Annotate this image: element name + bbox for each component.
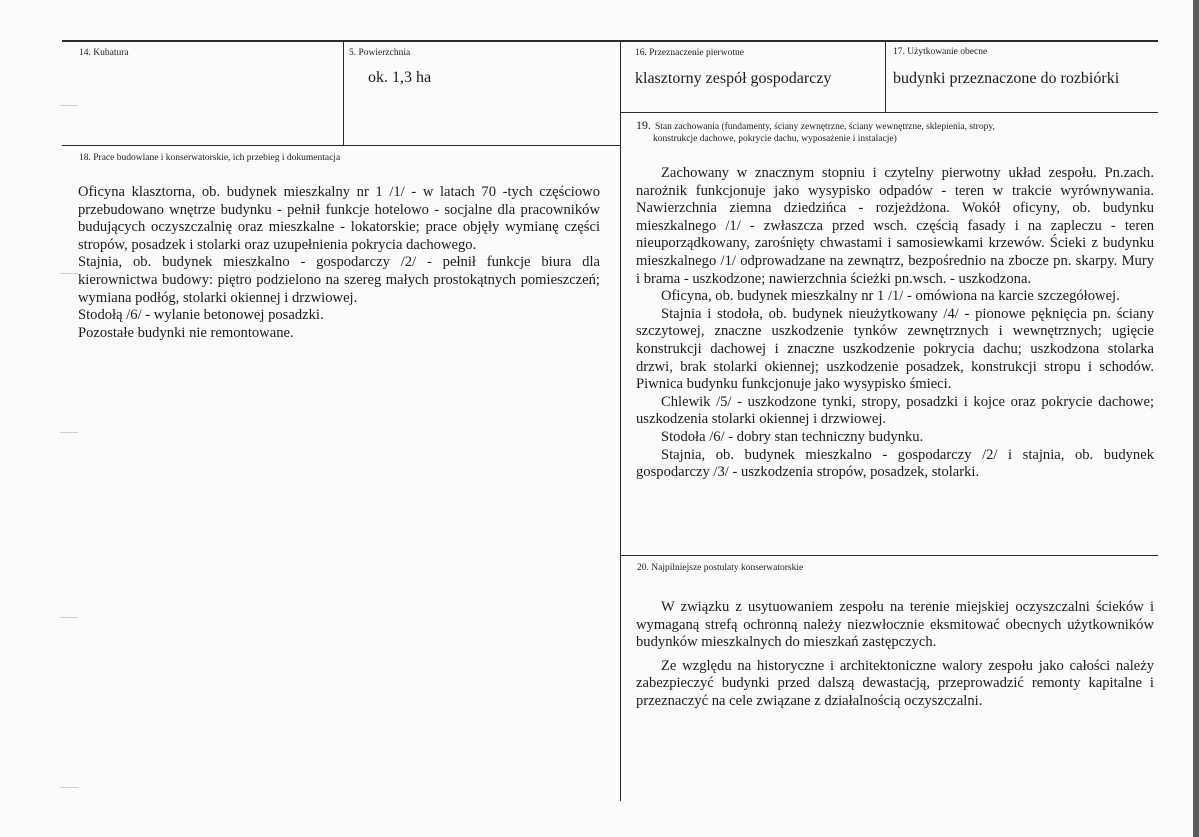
right-header-bottom-border — [620, 112, 1158, 113]
prace-paragraph-2: Stajnia, ob. budynek mieszkalno - gospodarczy /2/ - pełnił funkcje biura dla kierownictwa budowy: piętro podzielono na szereg małych prostokątnych pomieszczeń; wymiana podłóg, stolarki okiennej i drzwiowej. — [78, 254, 600, 306]
powierzchnia-value: ok. 1,3 ha — [368, 69, 432, 86]
uzytkowanie-left-border — [885, 41, 886, 113]
stan-label — [636, 116, 1136, 145]
scan-mark — [60, 105, 78, 106]
postulaty-label: 20. Najpilniejsze postulaty konserwatorskie — [637, 563, 804, 573]
prace-paragraph-4: Pozostałe budynki nie remontowane. — [78, 324, 294, 341]
powierzchnia-label: 5. Powierzchnia — [349, 48, 411, 58]
postulaty-paragraph-2: Ze względu na historyczne i architektoniczne walory zespołu jako całości należy zabezpieczyć budynki przed dalszą dewastacją, przeprowadzić remonty kapitalne i przeznaczyć na cele związane z działalnością oczyszczalni. — [636, 657, 1154, 709]
uzytkowanie-label: 17. Użytkowanie obecne — [893, 47, 988, 57]
postulaty-text — [636, 599, 1154, 711]
scan-mark — [60, 617, 78, 618]
uzytkowanie-value: budynki przeznaczone do rozbiórki — [893, 70, 1120, 87]
kubatura-right-border — [343, 41, 344, 145]
stan-paragraph-5: Stodoła /6/ - dobry stan techniczny budynku. — [661, 428, 924, 445]
prace-text — [78, 184, 600, 342]
przeznaczenie-value: klasztorny zespół gospodarczy — [635, 70, 832, 87]
scan-mark — [60, 787, 78, 788]
stan-paragraph-4: Chlewik /5/ - uszkodzone tynki, stropy, posadzki i kojce oraz pokrycie dachowe; uszkodzenia stolarki okiennej i drzwiowej. — [636, 393, 1154, 428]
stan-paragraph-1: Zachowany w znacznym stopniu i czytelny pierwotny układ zespołu. Pn.zach. narożnik funkcjonuje jako wysypisko odpadów - teren w trakcie wyrównywania. Nawierzchnia ziemna dziedzińca - rozjeżdżona. Wokół oficyny, ob. budynku mieszkalnego /1/ - zwłaszcza przed wsch. częścią fasady i na zapleczu - teren nieuporządkowany, zarośnięty chwastami i samosiewkami krzewów. Ścieki z budynku mieszkalnego /1/ odprowadzane na zewnątrz, bezpośrednio na zbocze pn. skarpy. Mury i brama - uszkodzone; nawierzchnia ścieżki pn.wsch. - uszkodzona. — [636, 165, 1154, 287]
top-border — [62, 40, 1158, 42]
stan-paragraph-2: Oficyna, ob. budynek mieszkalny nr 1 /1/ - omówiona na karcie szczegółowej. — [661, 288, 1120, 305]
stan-label-line2: konstrukcje dachowe, pokrycie dachu, wyposażenie i instalacje) — [653, 134, 897, 144]
stan-label-number: 19. — [636, 118, 651, 132]
prace-paragraph-1: Oficyna klasztorna, ob. budynek mieszkalny nr 1 /1/ - w latach 70 -tych częściowo przebudowano wnętrze budynku - pełnił funkcje hotelowo - socjalne dla pracowników budujących oczyszczalnię oraz mieszkalne - lokatorskie; prace objęły wymianę części stropów, posadzek i stolarki oraz uzupełnienia pokrycia dachowego. — [78, 184, 600, 253]
scan-mark — [60, 273, 78, 274]
stan-label-line1: Stan zachowania (fundamenty, ściany zewnętrzne, ściany wewnętrzne, sklepienia, stropy, — [655, 122, 995, 132]
left-header-bottom-border — [62, 145, 621, 146]
kubatura-label: 14. Kubatura — [79, 48, 129, 58]
scan-mark — [60, 432, 78, 433]
left-right-divider — [620, 41, 621, 801]
stan-paragraph-3: Stajnia i stodoła, ob. budynek nieużytkowany /4/ - pionowe pęknięcia pn. ściany szczytowej, znaczne uszkodzenie tynków zewnętrznych i wewnętrznych; ugięcie konstrukcji dachowej i znaczne uszkodzenie pokrycia dachu; uszkodzona stolarka drzwi, brak stolarki okiennej; uszkodzenie posadzek, konstrukcji stropu i schodów. Piwnica budynku funkcjonuje jako wysypisko śmieci. — [636, 305, 1154, 393]
scan-right-edge — [1193, 0, 1199, 837]
przeznaczenie-label: 16. Przeznaczenie pierwotne — [635, 48, 744, 58]
prace-paragraph-3: Stodołą /6/ - wylanie betonowej posadzki. — [78, 307, 324, 324]
stan-paragraph-6: Stajnia, ob. budynek mieszkalno - gospodarczy /2/ i stajnia, ob. budynek gospodarczy /3/ - uszkodzenia stropów, posadzek, stolarki. — [636, 446, 1154, 481]
stan-bottom-border — [620, 555, 1158, 556]
stan-text — [636, 165, 1154, 482]
prace-label: 18. Prace budowlane i konserwatorskie, ich przebieg i dokumentacja — [79, 153, 341, 163]
postulaty-paragraph-1: W związku z usytuowaniem zespołu na terenie miejskiej oczyszczalni ścieków i wymaganą strefą ochronną należy niezwłocznie eksmitować obecnych użytkowników budynków mieszkalnych do mieszkań zastępczych. — [636, 599, 1154, 651]
